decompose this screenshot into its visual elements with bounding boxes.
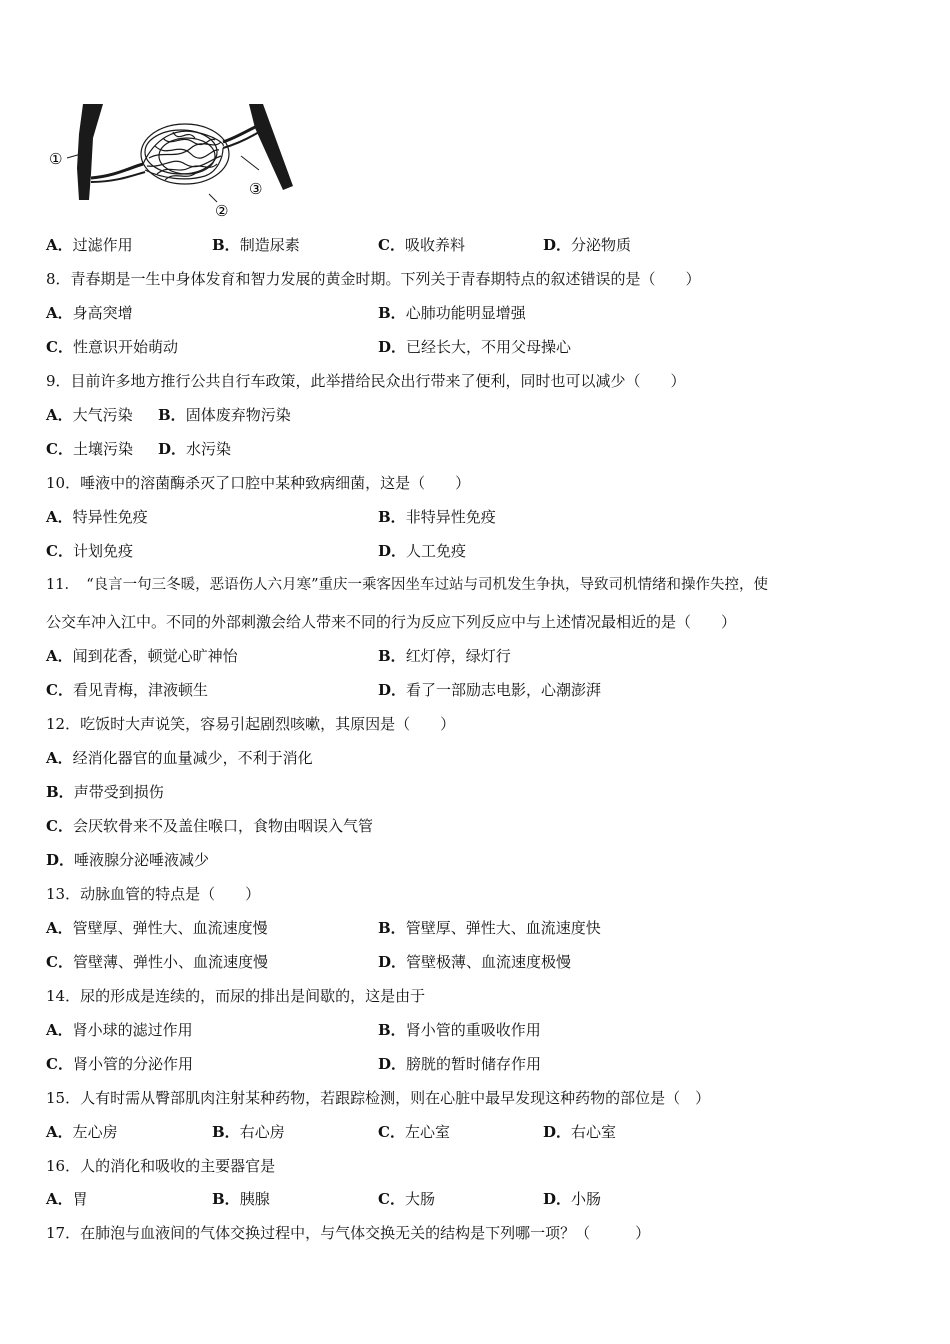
q12-stem: 12．吃饭时大声说笑，容易引起剧烈咳嗽，其原因是（ ） — [46, 715, 456, 733]
q8-stem: 8．青春期是一生中身体发育和智力发展的黄金时期。下列关于青春期特点的叙述错误的是（ ） — [46, 270, 701, 288]
q9-option-b: B．固体废弃物污染 — [158, 406, 291, 424]
q16-option-c: C．大肠 — [378, 1190, 435, 1208]
capillary-illustration — [45, 98, 305, 220]
q13-option-a: A．管壁厚、弹性大、血流速度慢 — [46, 919, 268, 937]
label-2: ② — [215, 202, 229, 220]
q12-option-a: A．经消化器官的血量减少，不利于消化 — [46, 749, 313, 767]
q16-option-b: B．胰腺 — [212, 1190, 270, 1208]
q16-option-d: D．小肠 — [543, 1190, 602, 1208]
q12-option-d: D．唾液腺分泌唾液减少 — [46, 851, 210, 869]
q10-stem: 10．唾液中的溶菌酶杀灭了口腔中某种致病细菌，这是（ ） — [46, 474, 471, 492]
q9-option-d: D．水污染 — [158, 440, 232, 458]
q10-option-b: B．非特异性免疫 — [378, 508, 496, 526]
q13-option-b: B．管壁厚、弹性大、血流速度快 — [378, 919, 601, 937]
q7-option-d: D．分泌物质 — [543, 236, 632, 254]
q11-stem-line1: 11． “良言一句三冬暖，恶语伤人六月寒”重庆一乘客因坐车过站与司机发生争执，导致司机情绪和操作失控，使 — [46, 577, 769, 593]
q14-option-c: C．肾小管的分泌作用 — [46, 1055, 193, 1073]
q8-option-b: B．心肺功能明显增强 — [378, 304, 526, 322]
q14-stem: 14．尿的形成是连续的，而尿的排出是间歇的，这是由于 — [46, 987, 426, 1005]
q12-option-c: C．会厌软骨来不及盖住喉口，食物由咽误入气管 — [46, 817, 373, 835]
q11-option-c: C．看见青梅，津液顿生 — [46, 681, 208, 699]
q10-option-c: C．计划免疫 — [46, 542, 133, 560]
q13-stem: 13．动脉血管的特点是（ ） — [46, 885, 261, 903]
label-1: ① — [49, 150, 63, 168]
q14-option-a: A．肾小球的滤过作用 — [46, 1021, 193, 1039]
q15-option-d: D．右心室 — [543, 1123, 617, 1141]
q14-option-b: B．肾小管的重吸收作用 — [378, 1021, 541, 1039]
q15-option-b: B．右心房 — [212, 1123, 285, 1141]
q13-option-d: D．管壁极薄、血流速度极慢 — [378, 953, 572, 971]
q7-option-b: B．制造尿素 — [212, 236, 300, 254]
q16-option-a: A．胃 — [46, 1190, 88, 1208]
q8-option-c: C．性意识开始萌动 — [46, 338, 178, 356]
q11-option-a: A．闻到花香，顿觉心旷神怡 — [46, 647, 238, 665]
q15-option-a: A．左心房 — [46, 1123, 118, 1141]
q8-option-a: A．身高突增 — [46, 304, 133, 322]
q11-option-d: D．看了一部励志电影，心潮澎湃 — [378, 681, 602, 699]
capillary-diagram — [45, 98, 305, 220]
q14-option-d: D．膀胱的暂时储存作用 — [378, 1055, 542, 1073]
q9-option-c: C．土壤污染 — [46, 440, 133, 458]
q8-option-d: D．已经长大，不用父母操心 — [378, 338, 572, 356]
q11-stem-line2: 公交车冲入江中。不同的外部刺激会给人带来不同的行为反应下列反应中与上述情况最相近的是（ ） — [46, 613, 737, 631]
label-3: ③ — [249, 180, 263, 198]
q10-option-d: D．人工免疫 — [378, 542, 467, 560]
q10-option-a: A．特异性免疫 — [46, 508, 148, 526]
q15-stem: 15．人有时需从臀部肌肉注射某种药物，若跟踪检测，则在心脏中最早发现这种药物的部位是（ ） — [46, 1089, 711, 1107]
q15-option-c: C．左心室 — [378, 1123, 450, 1141]
q13-option-c: C．管壁薄、弹性小、血流速度慢 — [46, 953, 268, 971]
q16-stem: 16．人的消化和吸收的主要器官是 — [46, 1157, 276, 1175]
q7-option-a: A．过滤作用 — [46, 236, 133, 254]
q17-stem: 17．在肺泡与血液间的气体交换过程中，与气体交换无关的结构是下列哪一项？（ ） — [46, 1224, 651, 1242]
q11-option-b: B．红灯停，绿灯行 — [378, 647, 511, 665]
q9-stem: 9．目前许多地方推行公共自行车政策，此举措给民众出行带来了便利，同时也可以减少（ ） — [46, 372, 686, 390]
q7-option-c: C．吸收养料 — [378, 236, 465, 254]
q9-option-a: A．大气污染 — [46, 406, 133, 424]
q12-option-b: B．声带受到损伤 — [46, 783, 164, 801]
